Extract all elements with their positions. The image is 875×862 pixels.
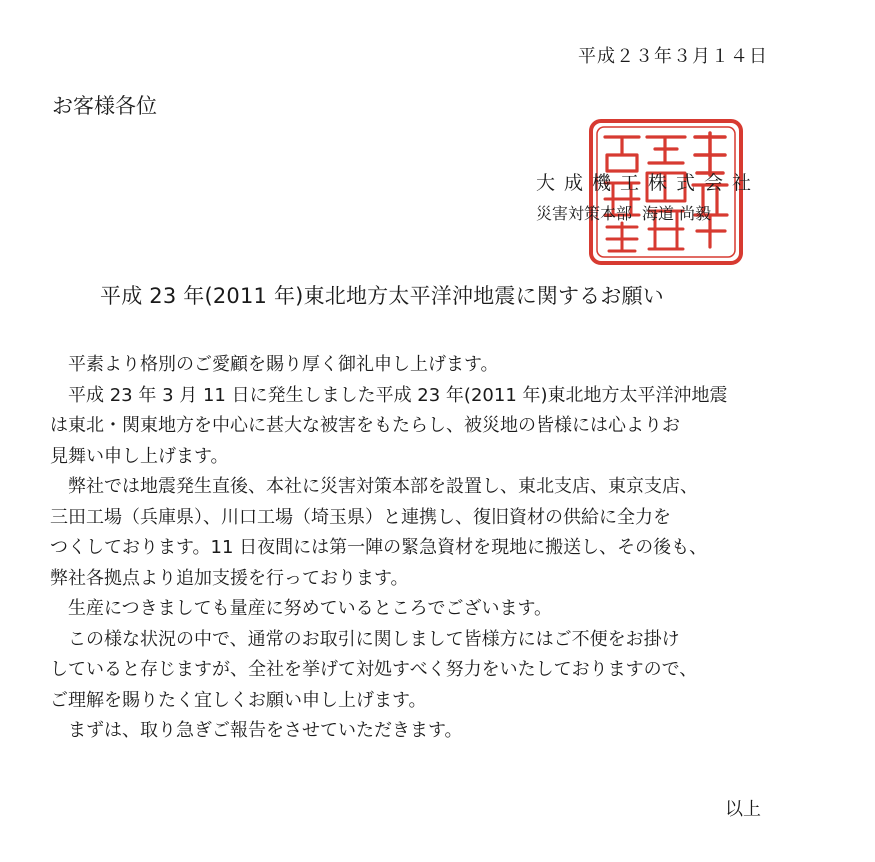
body-line: 平成 23 年 3 月 11 日に発生しました平成 23 年(2011 年)東北地方太平洋沖地震	[50, 384, 728, 406]
sender-department: 災害対策本部	[536, 204, 633, 223]
body-line: 三田工場（兵庫県）、川口工場（埼玉県）と連携し、復旧資材の供給に全力を	[50, 506, 671, 528]
body-line: ご理解を賜りたく宜しくお願い申し上げます。	[50, 689, 427, 711]
body-line: 弊社各拠点より追加支援を行っております。	[50, 567, 409, 589]
sender-company: 大成機工株式会社	[536, 172, 761, 194]
letter-body	[50, 350, 825, 747]
body-line: 生産につきましても量産に努めているところでございます。	[50, 598, 553, 619]
body-line: は東北・関東地方を中心に甚大な被害をもたらし、被災地の皆様には心よりお	[50, 415, 680, 436]
body-line: この様な状況の中で、通常のお取引に関しまして皆様方にはご不便をお掛け	[50, 628, 680, 650]
body-line: まずは、取り急ぎご報告をさせていただきます。	[50, 720, 463, 741]
letter-date: 平成２３年３月１４日	[578, 46, 768, 67]
body-line: 弊社では地震発生直後、本社に災害対策本部を設置し、東北支店、東京支店、	[50, 476, 698, 497]
letter-title: 平成 23 年(2011 年)東北地方太平洋沖地震に関するお願い	[100, 284, 664, 308]
body-line: 見舞い申し上げます。	[50, 445, 229, 467]
sender-person: 海道 尚毅	[642, 204, 712, 223]
sender-department-line	[536, 201, 711, 224]
recipient-salutation: お客様各位	[52, 94, 157, 118]
body-line: つくしております。11 日夜間には第一陣の緊急資材を現地に搬送し、その後も、	[50, 537, 708, 558]
body-line: 平素より格別のご愛顧を賜り厚く御礼申し上げます。	[50, 354, 499, 375]
body-line: していると存じますが、全社を挙げて対処すべく努力をいたしておりますので、	[50, 659, 698, 680]
letter-closing: 以上	[725, 799, 761, 820]
